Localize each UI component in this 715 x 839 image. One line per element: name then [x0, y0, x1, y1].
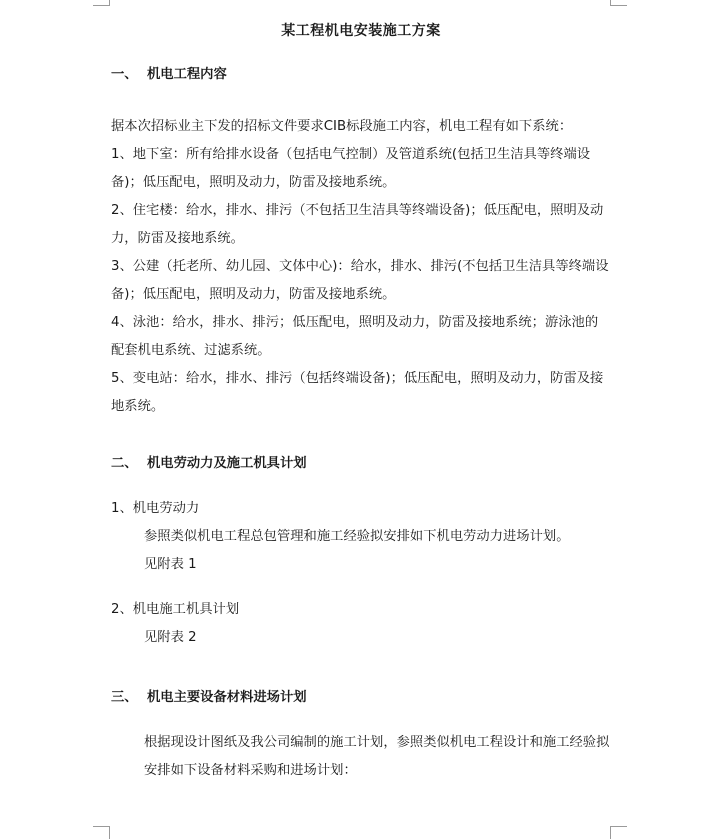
subsection-1-title: 1、机电劳动力 [111, 501, 200, 516]
list-item: 3、公建（托老所、幼儿园、文体中心)：给水，排水、排污(不包括卫生洁具等终端设备)；低压配电，照明及动力，防雷及接地系统。 [111, 259, 609, 302]
crop-mark-bottom-right [610, 826, 627, 839]
section-3-body: 根据现设计图纸及我公司编制的施工计划，参照类似机电工程设计和施工经验拟安排如下设备材料采购和进场计划： [144, 735, 610, 778]
crop-mark-top-left [93, 0, 110, 6]
section-2-heading [111, 450, 611, 478]
section-1-heading [111, 61, 611, 89]
section-1-number: 一、 [111, 67, 138, 82]
document-title: 某工程机电安装施工方案 [281, 23, 441, 39]
section-3-number: 三、 [111, 690, 138, 705]
subsection-2-title: 2、机电施工机具计划 [111, 602, 240, 617]
section-3-title: 机电主要设备材料进场计划 [147, 690, 307, 705]
section-3-heading [111, 684, 611, 712]
list-item: 2、住宅楼：给水，排水、排污（不包括卫生洁具等终端设备)；低压配电，照明及动力，防雷及接地系统。 [111, 203, 604, 246]
list-item: 4、泳池：给水，排水、排污；低压配电，照明及动力，防雷及接地系统；游泳池的配套机电系统、过滤系统。 [111, 315, 599, 358]
list-item: 1、地下室：所有给排水设备（包括电气控制）及管道系统(包括卫生洁具等终端设备)；低压配电，照明及动力，防雷及接地系统。 [111, 147, 591, 190]
subsection-1-body: 参照类似机电工程总包管理和施工经验拟安排如下机电劳动力进场计划。 [144, 529, 570, 544]
subsection-1-ref: 见附表 1 [144, 557, 197, 572]
section-1-title: 机电工程内容 [147, 67, 227, 82]
section-2-number: 二、 [111, 456, 138, 471]
crop-mark-top-right [610, 0, 627, 6]
document-body [111, 18, 611, 785]
subsection-2-ref: 见附表 2 [144, 630, 197, 645]
list-item: 5、变电站：给水，排水、排污（包括终端设备)；低压配电，照明及动力，防雷及接地系统。 [111, 371, 604, 414]
crop-mark-bottom-left [93, 826, 110, 839]
section-1-intro: 据本次招标业主下发的招标文件要求CIB标段施工内容，机电工程有如下系统： [111, 119, 573, 134]
section-2-title: 机电劳动力及施工机具计划 [147, 456, 307, 471]
